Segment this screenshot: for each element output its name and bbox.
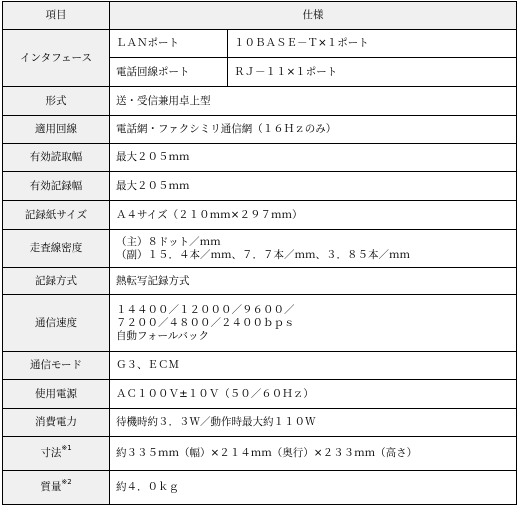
spec-value <box>110 172 517 201</box>
spec-value-line: 最大２０５ｍｍ <box>116 151 190 163</box>
spec-label <box>3 144 110 172</box>
spec-value-line: 送・受信兼用卓上型 <box>116 94 211 107</box>
spec-value-line: （副）１５．４本／ｍｍ、７．７本／ｍｍ、３．８５本／ｍｍ <box>116 248 410 261</box>
spec-value-line: Ａ４サイズ（２１０ｍｍ×２９７ｍｍ） <box>116 208 303 221</box>
spec-row <box>3 380 517 409</box>
spec-row <box>3 144 517 172</box>
spec-label-text: 通信モード <box>29 359 83 371</box>
spec-row <box>3 352 517 380</box>
spec-label <box>3 172 110 201</box>
spec-value-line: ７２００／４８００／２４００ｂｐｓ <box>116 316 295 329</box>
spec-label-text: 消費電力 <box>35 416 77 428</box>
spec-value <box>110 352 517 380</box>
lan-port-name: ＬＡＮポート <box>110 30 228 58</box>
spec-label <box>3 295 110 352</box>
spec-value-line: 電話網・ファクシミリ通信網（１６Ｈｚのみ） <box>116 123 337 135</box>
spec-label-text: 記録紙サイズ <box>24 208 88 221</box>
spec-label-text: 記録方式 <box>35 274 77 287</box>
header-item: 項目 <box>3 2 110 30</box>
spec-value <box>110 116 517 144</box>
spec-value <box>110 471 517 505</box>
spec-value-line: 熱転写記録方式 <box>116 274 190 287</box>
phone-port-value: ＲＪ－１１×１ポート <box>228 58 517 87</box>
spec-label-text: 走査線密度 <box>29 242 83 254</box>
spec-value-line: 約４．０ｋｇ <box>116 481 179 493</box>
spec-row <box>3 295 517 352</box>
spec-label-text: 寸法 <box>40 447 62 459</box>
spec-value-line: １４４００／１２０００／９６００／ <box>116 303 295 316</box>
spec-value <box>110 87 517 116</box>
spec-value <box>110 437 517 471</box>
spec-label <box>3 201 110 230</box>
spec-label-text: 通信速度 <box>35 316 77 329</box>
spec-label <box>3 230 110 268</box>
spec-value-line: 最大２０５ｍｍ <box>116 179 190 192</box>
spec-row <box>3 116 517 144</box>
spec-label <box>3 268 110 295</box>
spec-label-text: 有効読取幅 <box>29 151 83 163</box>
spec-row <box>3 87 517 116</box>
spec-row <box>3 201 517 230</box>
spec-value-line: Ｇ３、ＥＣＭ <box>116 359 179 371</box>
header-spec: 仕様 <box>110 2 517 30</box>
interface-row <box>3 30 517 58</box>
spec-table <box>2 1 517 505</box>
footnote-mark: ※2 <box>61 478 72 486</box>
spec-row <box>3 268 517 295</box>
header-row <box>3 2 517 30</box>
spec-value-line: 自動フォールバック <box>116 329 210 342</box>
spec-row <box>3 230 517 268</box>
spec-row <box>3 437 517 471</box>
spec-value-line: ＡＣ１００Ｖ±１０Ｖ（５０／６０Ｈｚ） <box>116 387 314 400</box>
spec-label <box>3 116 110 144</box>
spec-value <box>110 380 517 409</box>
spec-label-text: 使用電源 <box>35 387 77 400</box>
spec-label <box>3 380 110 409</box>
spec-value <box>110 201 517 230</box>
spec-value-line: 約３３５ｍｍ（幅）×２１４ｍｍ（奥行）×２３３ｍｍ（高さ） <box>116 447 418 459</box>
spec-value-line: （主）８ドット／ｍｍ <box>116 235 221 248</box>
spec-label-text: 形式 <box>45 94 67 107</box>
spec-label <box>3 437 110 471</box>
spec-value <box>110 230 517 268</box>
spec-label <box>3 471 110 505</box>
spec-label-text: 質量 <box>40 481 62 493</box>
phone-port-name: 電話回線ポート <box>110 58 228 87</box>
spec-label <box>3 409 110 437</box>
footnote-mark: ※1 <box>61 444 72 452</box>
lan-port-value: １０ＢＡＳＥ－Ｔ×１ポート <box>228 30 517 58</box>
spec-label-text: 適用回線 <box>35 123 77 135</box>
spec-row <box>3 409 517 437</box>
spec-label-text: 有効記録幅 <box>29 179 83 192</box>
spec-label <box>3 87 110 116</box>
spec-value <box>110 295 517 352</box>
spec-row <box>3 471 517 505</box>
spec-label <box>3 352 110 380</box>
spec-value-line: 待機時約３．３Ｗ／動作時最大約１１０Ｗ <box>116 416 316 428</box>
interface-label: インタフェース <box>3 30 110 87</box>
spec-value <box>110 409 517 437</box>
spec-value <box>110 268 517 295</box>
spec-value <box>110 144 517 172</box>
spec-row <box>3 172 517 201</box>
